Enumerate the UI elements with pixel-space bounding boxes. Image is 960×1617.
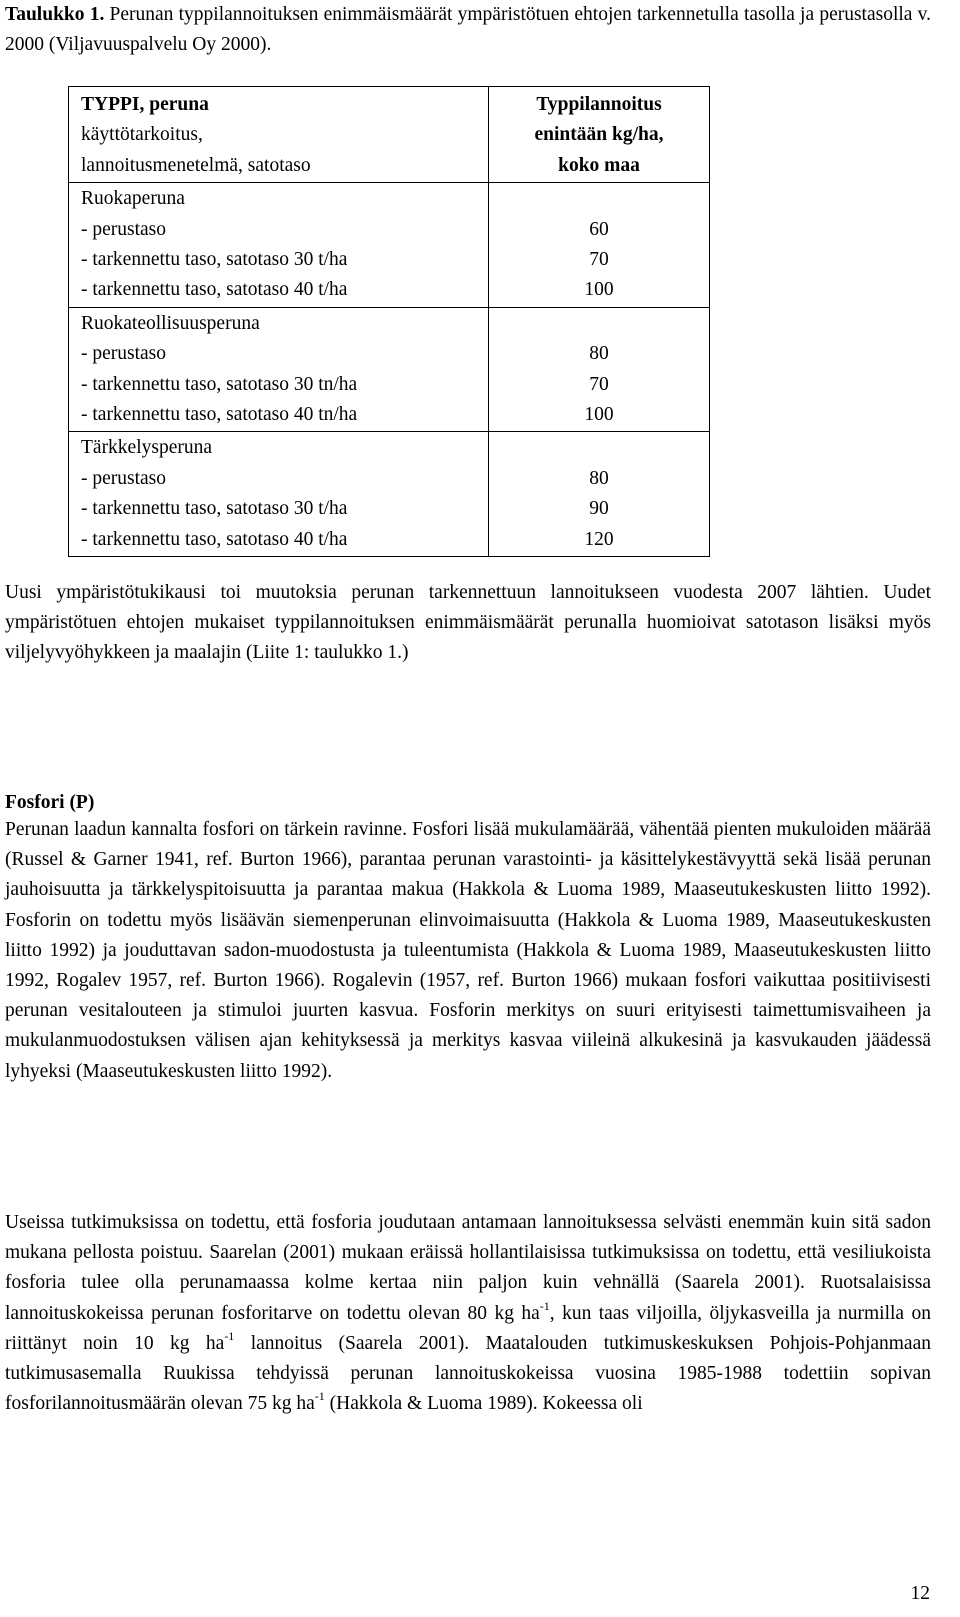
row-label: - tarkennettu taso, satotaso 40 t/ha	[81, 279, 348, 301]
row-label: - perustaso	[81, 467, 167, 489]
header-left-cell	[69, 87, 489, 183]
table-header-row	[69, 87, 710, 183]
table-group-row	[69, 183, 710, 308]
paragraph-environment-support: Uusi ympäristötukikausi toi muutoksia perunan tarkennettuun lannoitukseen vuodesta 2007 lähtien. Uudet ympäristötuen ehtojen mukaiset typpilannoituksen enimmäismäärät perunalla huomioivat satotason lisäksi myös viljelyvyöhykkeen ja maalajin (Liite 1: taulukko 1.)	[5, 582, 931, 664]
header-right-line: koko maa	[558, 154, 640, 176]
superscript: -1	[224, 1328, 235, 1343]
row-label: - tarkennettu taso, satotaso 40 tn/ha	[81, 404, 358, 426]
row-label: - tarkennettu taso, satotaso 30 t/ha	[81, 249, 348, 271]
row-value: 70	[589, 373, 609, 395]
superscript: -1	[539, 1298, 550, 1313]
nitrogen-table	[68, 86, 710, 557]
row-value: 80	[589, 343, 609, 365]
row-value: 90	[589, 498, 609, 520]
header-left-line: TYPPI, peruna	[81, 94, 209, 115]
superscript: -1	[314, 1389, 325, 1404]
group-values-cell	[489, 432, 710, 557]
paragraph-text: (Hakkola & Luoma 1989). Kokeessa oli	[324, 1393, 643, 1415]
group-values-cell	[489, 307, 710, 432]
header-left-line: käyttötarkoitus,	[81, 124, 203, 146]
section-heading-phosphorus: Fosfori (P)	[5, 792, 95, 813]
group-values-cell	[489, 183, 710, 308]
group-name: Ruokateollisuusperuna	[81, 312, 260, 334]
table-caption	[5, 0, 931, 60]
page-number: 12	[910, 1583, 930, 1604]
group-name: Ruokaperuna	[81, 188, 185, 210]
row-label: - tarkennettu taso, satotaso 40 t/ha	[81, 528, 348, 550]
paragraph-text: , kun taas viljoilla, öljykasveilla ja nurmilla on riittänyt noin 10 kg ha	[5, 1302, 931, 1354]
table-group-row	[69, 432, 710, 557]
row-value: 60	[589, 218, 609, 240]
row-value: 80	[589, 467, 609, 489]
group-name: Tärkkelysperuna	[81, 437, 213, 459]
row-label: - perustaso	[81, 218, 167, 240]
group-labels-cell	[69, 432, 489, 557]
header-right-line: Typpilannoitus	[536, 94, 662, 115]
paragraph-phosphorus-studies	[5, 1208, 931, 1419]
caption-label: Taulukko 1.	[5, 4, 105, 25]
paragraph-text: lannoitus (Saarela 2001). Maatalouden tutkimuskeskuksen Pohjois-Pohjanmaan tutkimusasemalla Ruukissa tehdyissä perunan lannoituskokeissa vuosina 1985-1988 todettiin sopivan fosforilannoitusmäärän olevan 75 kg ha	[5, 1332, 931, 1415]
group-labels-cell	[69, 307, 489, 432]
header-right-cell	[489, 87, 710, 183]
header-right-line: enintään kg/ha,	[534, 124, 664, 146]
row-value: 70	[589, 249, 609, 271]
row-label: - perustaso	[81, 343, 167, 365]
paragraph-text: Useissa tutkimuksissa on todettu, että fosforia joudutaan antamaan lannoituksessa selvästi enemmän kuin sitä sadon mukana pellosta poistuu. Saarelan (2001) mukaan eräissä hollantilaisissa tutkimuksissa on todettu, että vesiliukoista fosforia tulee olla perunamaassa kolme kertaa niin paljon kuin vehnällä (Saarela 2001). Ruotsalaisissa lannoituskokeissa perunan fosforitarve on todettu olevan 80 kg ha	[5, 1212, 931, 1324]
row-label: - tarkennettu taso, satotaso 30 t/ha	[81, 498, 348, 520]
row-label: - tarkennettu taso, satotaso 30 tn/ha	[81, 373, 358, 395]
table-group-row	[69, 307, 710, 432]
row-value: 100	[584, 279, 614, 301]
header-left-line: lannoitusmenetelmä, satotaso	[81, 154, 311, 176]
caption-text: Perunan typpilannoituksen enimmäismäärät ympäristötuen ehtojen tarkennetulla tasolla ja perustasolla v. 2000 (Viljavuuspalvelu Oy 2000).	[5, 4, 932, 55]
row-value: 120	[584, 528, 614, 550]
paragraph-phosphorus-quality: Perunan laadun kannalta fosfori on tärkein ravinne. Fosfori lisää mukulamäärää, vähentää pienten mukuloiden määrää (Russel & Garner 1941, ref. Burton 1966), parantaa perunan varastointi- ja käsittelykestävyyttä sekä lisää perunan jauhoisuutta ja tärkkelyspitoisuutta ja parantaa makua (Hakkola & Luoma 1989, Maaseutukeskusten liitto 1992). Fosforin on todettu myös lisäävän siemenperunan elinvoimaisuutta (Hakkola & Luoma 1989, Maaseutukeskusten liitto 1992) ja jouduttavan sadon-muodostusta ja tuleentumista (Hakkola & Luoma 1989, Maaseutukeskusten liitto 1992, Rogalev 1957, ref. Burton 1966). Rogalevin (1957, ref. Burton 1966) mukaan fosfori vaikuttaa positiivisesti perunan vesitalouteen ja stimuloi juurten kasvua. Fosforin merkitys on suuri erityisesti taimettumisvaiheen ja mukulanmuodostuksen välisen ajan kehityksessä ja merkitys kasvaa viileinä alkukesinä ja kasvukauden jäädessä lyhyeksi (Maaseutukeskusten liitto 1992).	[5, 819, 931, 1082]
row-value: 100	[584, 404, 614, 426]
group-labels-cell	[69, 183, 489, 308]
